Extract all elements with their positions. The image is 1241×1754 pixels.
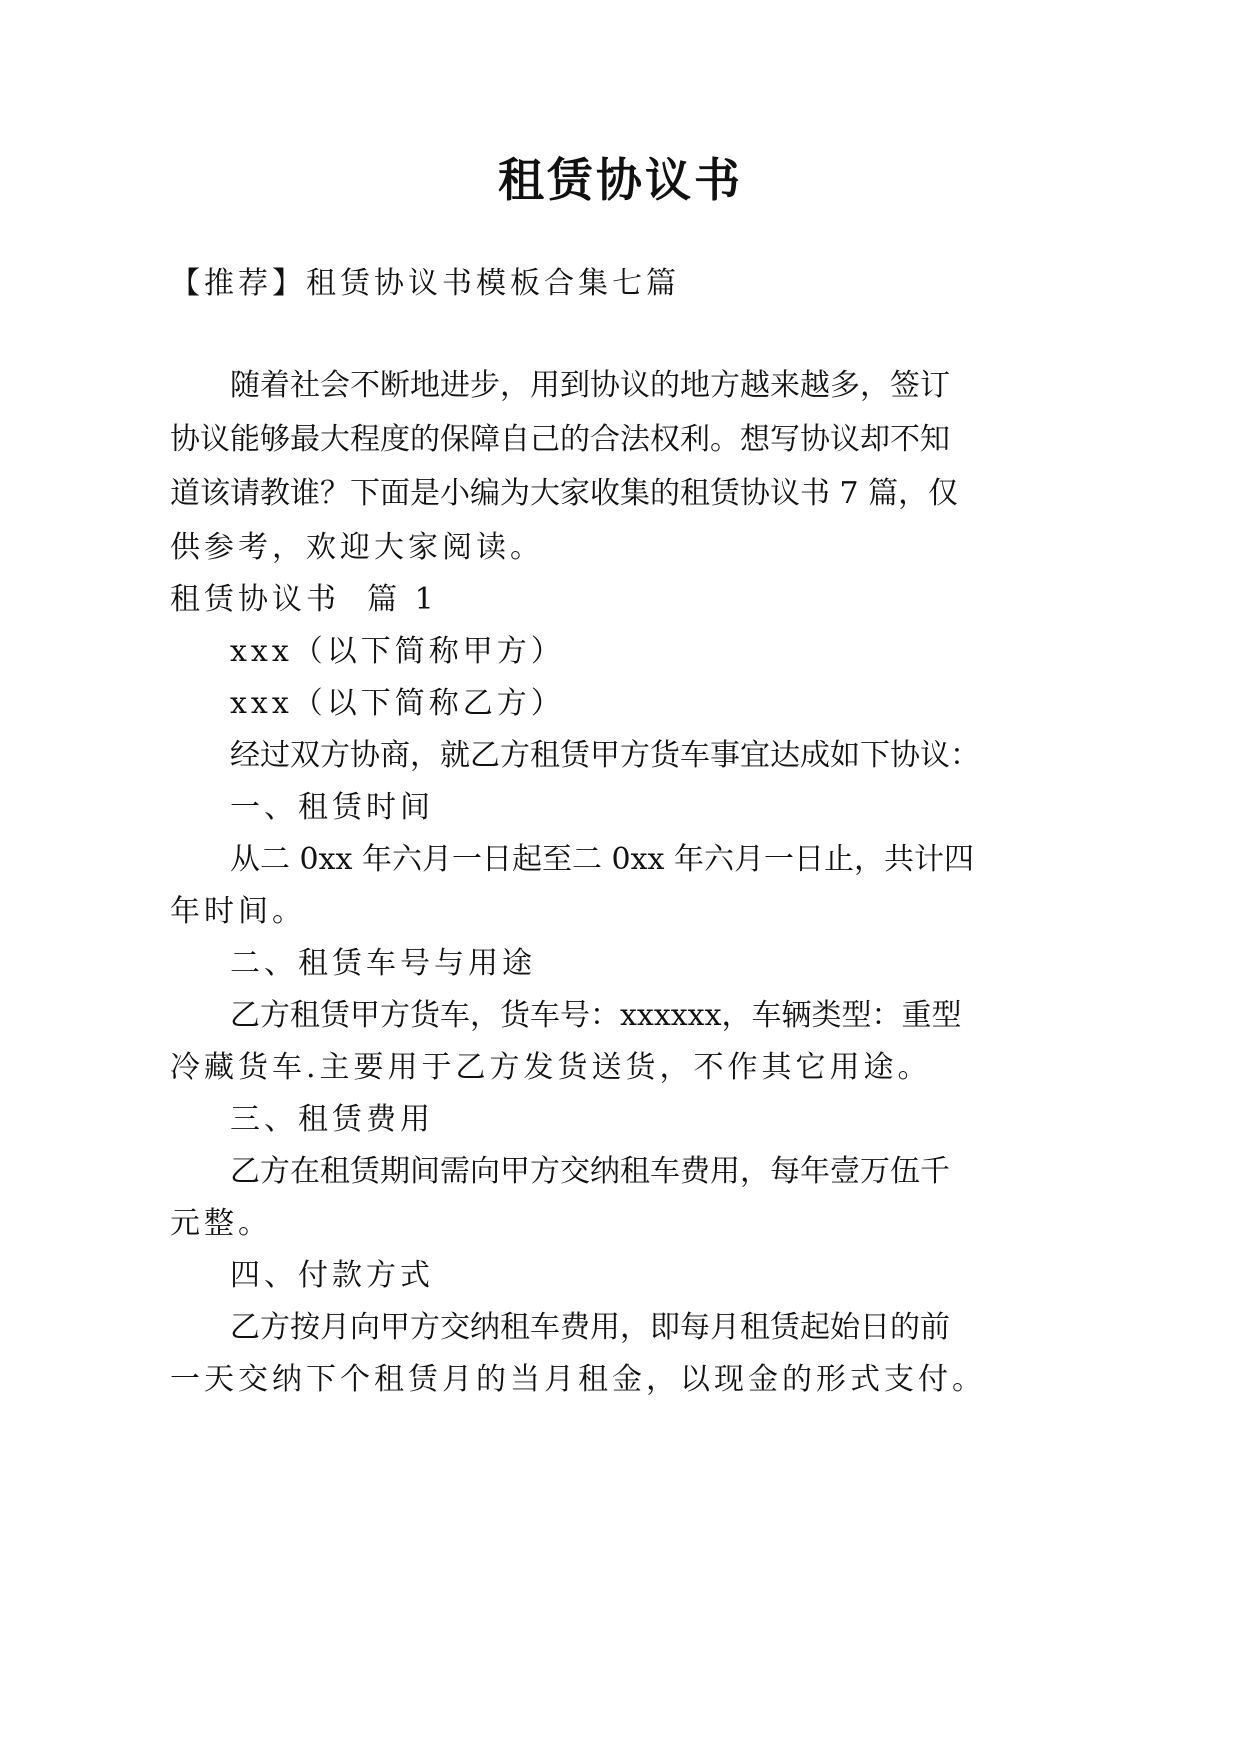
party-a-line: xxx（以下简称甲方） [230, 634, 565, 669]
document-title: 租赁协议书 [498, 153, 743, 207]
clause-4-line-2: 一天交纳下个租赁月的当月租金，以现金的形式支付。 [170, 1362, 986, 1397]
intro-line-1: 随着社会不断地进步，用到协议的地方越来越多，签订 [230, 368, 950, 403]
clause-2-line-1: 乙方租赁甲方货车，货车号：xxxxxx，车辆类型：重型 [230, 998, 962, 1033]
preamble-line: 经过双方协商，就乙方租赁甲方货车事宜达成如下协议： [230, 738, 980, 773]
clause-4-heading: 四、付款方式 [230, 1258, 434, 1293]
clause-3-line-2: 元整。 [170, 1206, 272, 1241]
document-subtitle: 【推荐】租赁协议书模板合集七篇 [170, 266, 680, 301]
intro-line-3: 道该请教谁？下面是小编为大家收集的租赁协议书 7 篇，仅 [170, 476, 959, 511]
party-b-line: xxx（以下简称乙方） [230, 686, 565, 721]
clause-2-heading: 二、租赁车号与用途 [230, 946, 536, 981]
clause-3-heading: 三、租赁费用 [230, 1102, 434, 1137]
intro-line-2: 协议能够最大程度的保障自己的合法权利。想写协议却不知 [170, 422, 950, 457]
clause-3-line-1: 乙方在租赁期间需向甲方交纳租车费用，每年壹万伍千 [230, 1154, 950, 1189]
clause-4-line-1: 乙方按月向甲方交纳租车费用，即每月租赁起始日的前 [230, 1310, 950, 1345]
intro-line-4: 供参考，欢迎大家阅读。 [170, 530, 544, 565]
clause-1-line-1: 从二 0xx 年六月一日起至二 0xx 年六月一日止，共计四 [230, 842, 974, 877]
clause-1-line-2: 年时间。 [170, 894, 306, 929]
clause-2-line-2: 冷藏货车.主要用于乙方发货送货，不作其它用途。 [170, 1050, 932, 1085]
section-heading: 租赁协议书 篇 1 [170, 582, 438, 617]
clause-1-heading: 一、租赁时间 [230, 790, 434, 825]
